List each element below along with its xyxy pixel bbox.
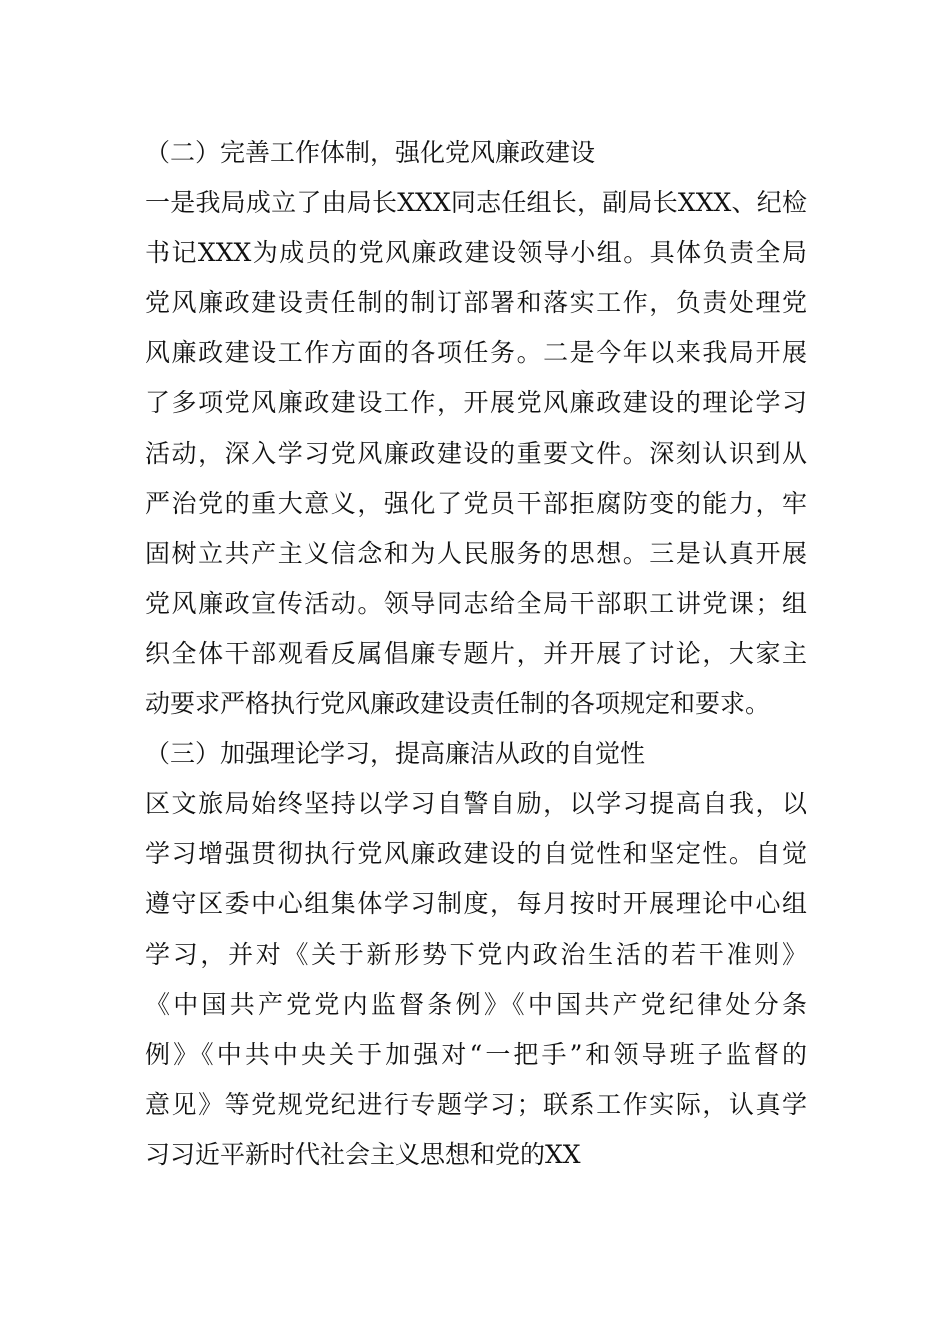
paragraph-line: 风廉政建设工作方面的各项任务。二是今年以来我局开展 bbox=[145, 338, 807, 368]
paragraph-line: 严治党的重大意义，强化了党员干部拒腐防变的能力，牢 bbox=[145, 488, 807, 518]
section-heading: （三）加强理论学习，提高廉洁从政的自觉性 bbox=[145, 739, 646, 769]
paragraph-line: 动要求严格执行党风廉政建设责任制的各项规定和要求。 bbox=[145, 689, 771, 719]
paragraph-line: 织全体干部观看反属倡廉专题片，并开展了讨论，大家主 bbox=[145, 638, 807, 668]
paragraph-line: 一是我局成立了由局长XXX同志任组长，副局长XXX、纪检 bbox=[145, 188, 807, 218]
paragraph-line: 固树立共产主义信念和为人民服务的思想。三是认真开展 bbox=[145, 538, 807, 568]
paragraph-line: 党风廉政宣传活动。领导同志给全局干部职工讲党课；组 bbox=[145, 588, 807, 618]
paragraph-line: 学习，并对《关于新形势下党内政治生活的若干准则》 bbox=[145, 939, 807, 969]
paragraph-line: 例》《中共中央关于加强对“一把手”和领导班子监督的 bbox=[145, 1039, 807, 1069]
paragraph-line: 学习增强贯彻执行党风廉政建设的自觉性和坚定性。自觉 bbox=[145, 839, 807, 869]
paragraph-line: 区文旅局始终坚持以学习自警自励，以学习提高自我，以 bbox=[145, 789, 807, 819]
section-heading: （二）完善工作体制，强化党风廉政建设 bbox=[145, 138, 596, 167]
document-body bbox=[145, 128, 807, 1180]
paragraph-line: 了多项党风廉政建设工作，开展党风廉政建设的理论学习 bbox=[145, 388, 807, 418]
paragraph-line: 书记XXX为成员的党风廉政建设领导小组。具体负责全局 bbox=[145, 238, 807, 268]
paragraph-line: 习习近平新时代社会主义思想和党的XX bbox=[145, 1139, 581, 1169]
paragraph-line: 党风廉政建设责任制的制订部署和落实工作，负责处理党 bbox=[145, 288, 807, 318]
paragraph-line: 《中国共产党党内监督条例》《中国共产党纪律处分条 bbox=[145, 989, 807, 1019]
paragraph-line: 活动，深入学习党风廉政建设的重要文件。深刻认识到从 bbox=[145, 438, 807, 468]
paragraph-line: 遵守区委中心组集体学习制度，每月按时开展理论中心组 bbox=[145, 889, 807, 919]
paragraph-line: 意见》等党规党纪进行专题学习；联系工作实际，认真学 bbox=[145, 1089, 807, 1119]
